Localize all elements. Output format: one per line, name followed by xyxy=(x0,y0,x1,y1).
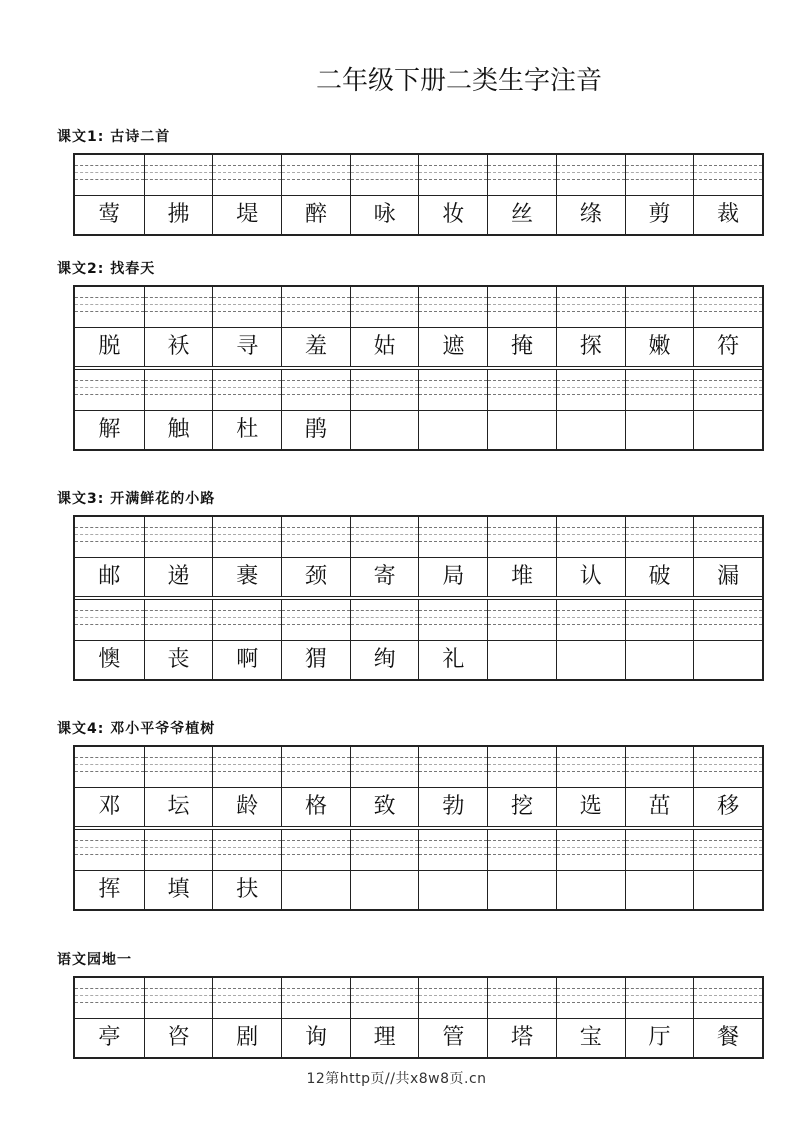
character-cell xyxy=(350,370,419,449)
character-cell xyxy=(418,517,487,596)
character: 颈 xyxy=(304,564,327,589)
character: 管 xyxy=(442,1025,465,1050)
character: 餐 xyxy=(717,1025,740,1050)
character-cell xyxy=(693,830,762,909)
character-cell xyxy=(625,830,694,909)
character-cell xyxy=(281,370,350,449)
character-cell xyxy=(281,978,350,1057)
pinyin-writing-lines[interactable] xyxy=(145,747,213,788)
character-cell xyxy=(487,978,556,1057)
character-cell xyxy=(281,600,350,679)
pinyin-writing-lines[interactable] xyxy=(557,370,625,411)
character xyxy=(419,871,487,909)
character: 裹 xyxy=(236,564,259,589)
character-cell xyxy=(144,517,213,596)
character-cell xyxy=(625,155,694,234)
page-title: 二年级下册二类生字注音 xyxy=(315,66,602,96)
pinyin-writing-lines[interactable] xyxy=(419,978,487,1019)
pinyin-writing-lines[interactable] xyxy=(419,830,487,871)
character: 剪 xyxy=(648,202,671,227)
character: 符 xyxy=(717,334,740,359)
character: 遮 xyxy=(442,334,465,359)
pinyin-writing-lines[interactable] xyxy=(351,978,419,1019)
pinyin-writing-lines[interactable] xyxy=(145,517,213,558)
character-row xyxy=(75,747,762,826)
character-cell xyxy=(418,155,487,234)
pinyin-writing-lines[interactable] xyxy=(694,830,762,871)
character-cell xyxy=(625,287,694,366)
pinyin-writing-lines[interactable] xyxy=(419,517,487,558)
pinyin-writing-lines[interactable] xyxy=(213,370,281,411)
pinyin-writing-lines[interactable] xyxy=(694,517,762,558)
pinyin-writing-lines[interactable] xyxy=(75,600,144,641)
character: 脱 xyxy=(98,334,121,359)
character-cell xyxy=(625,978,694,1057)
pinyin-writing-lines[interactable] xyxy=(626,155,694,196)
character-cell xyxy=(418,747,487,826)
pinyin-writing-lines[interactable] xyxy=(351,287,419,328)
pinyin-writing-lines[interactable] xyxy=(694,155,762,196)
character-cell xyxy=(556,747,625,826)
character-cell xyxy=(556,370,625,449)
character-row xyxy=(75,366,762,449)
character: 宝 xyxy=(579,1025,602,1050)
character: 羞 xyxy=(304,334,327,359)
character-cell xyxy=(418,600,487,679)
character-cell xyxy=(418,370,487,449)
character-cell xyxy=(693,370,762,449)
pinyin-writing-lines[interactable] xyxy=(282,978,350,1019)
character: 挖 xyxy=(511,794,534,819)
pinyin-writing-lines[interactable] xyxy=(626,747,694,788)
character: 填 xyxy=(167,877,190,902)
pinyin-writing-lines[interactable] xyxy=(351,830,419,871)
pinyin-writing-lines[interactable] xyxy=(419,747,487,788)
character xyxy=(557,411,625,449)
pinyin-writing-lines[interactable] xyxy=(694,747,762,788)
pinyin-writing-lines[interactable] xyxy=(213,978,281,1019)
character-cell xyxy=(212,370,281,449)
character-cell xyxy=(487,830,556,909)
review-label: 语文园地一 xyxy=(57,952,132,968)
character-cell xyxy=(350,517,419,596)
character xyxy=(626,871,694,909)
pinyin-writing-lines[interactable] xyxy=(557,600,625,641)
character-cell xyxy=(75,287,144,366)
character-cell xyxy=(144,370,213,449)
pinyin-writing-lines[interactable] xyxy=(75,978,144,1019)
pinyin-writing-lines[interactable] xyxy=(488,155,556,196)
character-cell xyxy=(75,370,144,449)
character xyxy=(694,871,762,909)
pinyin-writing-lines[interactable] xyxy=(419,370,487,411)
pinyin-writing-lines[interactable] xyxy=(488,600,556,641)
character: 堆 xyxy=(511,564,534,589)
pinyin-writing-lines[interactable] xyxy=(75,830,144,871)
character-cell xyxy=(487,155,556,234)
pinyin-writing-lines[interactable] xyxy=(351,370,419,411)
character-cell xyxy=(144,830,213,909)
character-cell xyxy=(212,517,281,596)
character-cell xyxy=(556,287,625,366)
pinyin-writing-lines[interactable] xyxy=(488,978,556,1019)
character xyxy=(419,411,487,449)
pinyin-writing-lines[interactable] xyxy=(213,600,281,641)
lesson-4-grid xyxy=(73,745,764,911)
character: 剧 xyxy=(236,1025,259,1050)
character: 递 xyxy=(167,564,190,589)
character: 亭 xyxy=(98,1025,121,1050)
character-row xyxy=(75,517,762,596)
character-row xyxy=(75,978,762,1057)
character: 醉 xyxy=(304,202,327,227)
pinyin-writing-lines[interactable] xyxy=(351,600,419,641)
character-cell xyxy=(693,287,762,366)
character-cell xyxy=(281,747,350,826)
pinyin-writing-lines[interactable] xyxy=(557,747,625,788)
pinyin-writing-lines[interactable] xyxy=(282,155,350,196)
pinyin-writing-lines[interactable] xyxy=(75,155,144,196)
character: 探 xyxy=(579,334,602,359)
character-cell xyxy=(556,600,625,679)
character-cell xyxy=(75,747,144,826)
character: 咨 xyxy=(167,1025,190,1050)
character-cell xyxy=(75,155,144,234)
pinyin-writing-lines[interactable] xyxy=(282,830,350,871)
pinyin-writing-lines[interactable] xyxy=(145,600,213,641)
character xyxy=(694,411,762,449)
character-cell xyxy=(350,978,419,1057)
pinyin-writing-lines[interactable] xyxy=(557,517,625,558)
character-cell xyxy=(556,517,625,596)
character-cell xyxy=(693,747,762,826)
character: 拂 xyxy=(167,202,190,227)
pinyin-writing-lines[interactable] xyxy=(557,978,625,1019)
pinyin-writing-lines[interactable] xyxy=(213,517,281,558)
character-cell xyxy=(625,370,694,449)
pinyin-writing-lines[interactable] xyxy=(75,287,144,328)
pinyin-writing-lines[interactable] xyxy=(282,517,350,558)
character-cell xyxy=(144,747,213,826)
character: 丧 xyxy=(167,647,190,672)
character xyxy=(351,411,419,449)
character-cell xyxy=(144,600,213,679)
pinyin-writing-lines[interactable] xyxy=(282,747,350,788)
character-cell xyxy=(144,978,213,1057)
character xyxy=(626,411,694,449)
character: 厅 xyxy=(648,1025,671,1050)
character-cell xyxy=(487,747,556,826)
pinyin-writing-lines[interactable] xyxy=(488,370,556,411)
pinyin-writing-lines[interactable] xyxy=(626,978,694,1019)
character-row xyxy=(75,826,762,909)
pinyin-writing-lines[interactable] xyxy=(213,287,281,328)
lesson-3-grid xyxy=(73,515,764,681)
character-cell xyxy=(144,155,213,234)
pinyin-writing-lines[interactable] xyxy=(351,155,419,196)
character-cell xyxy=(487,517,556,596)
character: 扶 xyxy=(236,877,259,902)
lesson-1-label: 课文1: 古诗二首 xyxy=(57,129,171,145)
character-cell xyxy=(625,747,694,826)
character: 致 xyxy=(373,794,396,819)
character-cell xyxy=(350,600,419,679)
pinyin-writing-lines[interactable] xyxy=(419,155,487,196)
character-cell xyxy=(418,287,487,366)
character-cell xyxy=(556,978,625,1057)
character: 寻 xyxy=(236,334,259,359)
pinyin-writing-lines[interactable] xyxy=(488,830,556,871)
character: 坛 xyxy=(167,794,190,819)
character: 礼 xyxy=(442,647,465,672)
pinyin-writing-lines[interactable] xyxy=(694,600,762,641)
character-cell xyxy=(350,155,419,234)
character-cell xyxy=(693,517,762,596)
lesson-1-grid xyxy=(73,153,764,236)
pinyin-writing-lines[interactable] xyxy=(213,830,281,871)
pinyin-writing-lines[interactable] xyxy=(282,370,350,411)
character-cell xyxy=(625,600,694,679)
character: 触 xyxy=(167,417,190,442)
character-cell xyxy=(418,830,487,909)
character: 邮 xyxy=(98,564,121,589)
character xyxy=(282,871,350,909)
character: 猬 xyxy=(304,647,327,672)
pinyin-writing-lines[interactable] xyxy=(626,287,694,328)
pinyin-writing-lines[interactable] xyxy=(694,287,762,328)
character: 破 xyxy=(648,564,671,589)
character: 寄 xyxy=(373,564,396,589)
lesson-3-label: 课文3: 开满鲜花的小路 xyxy=(57,491,216,507)
character: 绚 xyxy=(373,647,396,672)
character: 漏 xyxy=(717,564,740,589)
character: 选 xyxy=(579,794,602,819)
pinyin-writing-lines[interactable] xyxy=(75,370,144,411)
character: 嫩 xyxy=(648,334,671,359)
character xyxy=(626,641,694,679)
pinyin-writing-lines[interactable] xyxy=(351,517,419,558)
character-cell xyxy=(350,747,419,826)
character: 袄 xyxy=(167,334,190,359)
character-cell xyxy=(556,830,625,909)
character: 堤 xyxy=(236,202,259,227)
character-cell xyxy=(693,155,762,234)
character xyxy=(488,411,556,449)
character xyxy=(488,871,556,909)
character: 格 xyxy=(304,794,327,819)
character-cell xyxy=(212,600,281,679)
pinyin-writing-lines[interactable] xyxy=(282,600,350,641)
character-cell xyxy=(487,600,556,679)
character xyxy=(694,641,762,679)
character: 绦 xyxy=(579,202,602,227)
pinyin-writing-lines[interactable] xyxy=(488,517,556,558)
character-cell xyxy=(693,600,762,679)
character-cell xyxy=(350,287,419,366)
character xyxy=(557,641,625,679)
review-grid xyxy=(73,976,764,1059)
character: 姑 xyxy=(373,334,396,359)
character-row xyxy=(75,155,762,234)
character-cell xyxy=(212,978,281,1057)
pinyin-writing-lines[interactable] xyxy=(282,287,350,328)
pinyin-writing-lines[interactable] xyxy=(419,600,487,641)
character: 邓 xyxy=(98,794,121,819)
pinyin-writing-lines[interactable] xyxy=(626,370,694,411)
page-footer: 12第http页//共x8w8页.cn xyxy=(306,1071,487,1087)
character: 咏 xyxy=(373,202,396,227)
character: 龄 xyxy=(236,794,259,819)
character: 掩 xyxy=(511,334,534,359)
character-row xyxy=(75,287,762,366)
character-cell xyxy=(556,155,625,234)
character-cell xyxy=(144,287,213,366)
pinyin-writing-lines[interactable] xyxy=(694,370,762,411)
character-cell xyxy=(350,830,419,909)
character: 勃 xyxy=(442,794,465,819)
lesson-2-label: 课文2: 找春天 xyxy=(57,261,156,277)
pinyin-writing-lines[interactable] xyxy=(488,287,556,328)
pinyin-writing-lines[interactable] xyxy=(75,517,144,558)
pinyin-writing-lines[interactable] xyxy=(557,155,625,196)
character: 莺 xyxy=(98,202,121,227)
pinyin-writing-lines[interactable] xyxy=(213,747,281,788)
lesson-2-grid xyxy=(73,285,764,451)
pinyin-writing-lines[interactable] xyxy=(75,747,144,788)
character: 懊 xyxy=(98,647,121,672)
character-cell xyxy=(281,517,350,596)
pinyin-writing-lines[interactable] xyxy=(557,287,625,328)
character: 认 xyxy=(579,564,602,589)
character: 挥 xyxy=(98,877,121,902)
pinyin-writing-lines[interactable] xyxy=(145,155,213,196)
character-cell xyxy=(487,287,556,366)
character: 丝 xyxy=(511,202,534,227)
character-cell xyxy=(212,155,281,234)
character xyxy=(488,641,556,679)
character: 杜 xyxy=(236,417,259,442)
pinyin-writing-lines[interactable] xyxy=(351,747,419,788)
character-cell xyxy=(281,155,350,234)
pinyin-writing-lines[interactable] xyxy=(145,370,213,411)
character-cell xyxy=(212,287,281,366)
character: 啊 xyxy=(236,647,259,672)
pinyin-writing-lines[interactable] xyxy=(145,287,213,328)
character-cell xyxy=(487,370,556,449)
character: 妆 xyxy=(442,202,465,227)
character: 塔 xyxy=(511,1025,534,1050)
lesson-4-label: 课文4: 邓小平爷爷植树 xyxy=(57,721,216,737)
pinyin-writing-lines[interactable] xyxy=(488,747,556,788)
pinyin-writing-lines[interactable] xyxy=(626,600,694,641)
character: 茁 xyxy=(648,794,671,819)
character-cell xyxy=(212,830,281,909)
character-cell xyxy=(281,287,350,366)
pinyin-writing-lines[interactable] xyxy=(626,830,694,871)
character: 理 xyxy=(373,1025,396,1050)
character: 裁 xyxy=(717,202,740,227)
character-cell xyxy=(212,747,281,826)
pinyin-writing-lines[interactable] xyxy=(145,830,213,871)
character xyxy=(351,871,419,909)
character-cell xyxy=(75,517,144,596)
character-cell xyxy=(75,978,144,1057)
pinyin-writing-lines[interactable] xyxy=(694,978,762,1019)
pinyin-writing-lines[interactable] xyxy=(213,155,281,196)
pinyin-writing-lines[interactable] xyxy=(626,517,694,558)
character: 局 xyxy=(442,564,465,589)
pinyin-writing-lines[interactable] xyxy=(557,830,625,871)
character-cell xyxy=(75,600,144,679)
character-cell xyxy=(625,517,694,596)
character: 鹃 xyxy=(304,417,327,442)
character-cell xyxy=(693,978,762,1057)
pinyin-writing-lines[interactable] xyxy=(419,287,487,328)
character: 移 xyxy=(717,794,740,819)
character: 询 xyxy=(304,1025,327,1050)
character-cell xyxy=(418,978,487,1057)
character-cell xyxy=(281,830,350,909)
character: 解 xyxy=(98,417,121,442)
pinyin-writing-lines[interactable] xyxy=(145,978,213,1019)
character-cell xyxy=(75,830,144,909)
character-row xyxy=(75,596,762,679)
character xyxy=(557,871,625,909)
